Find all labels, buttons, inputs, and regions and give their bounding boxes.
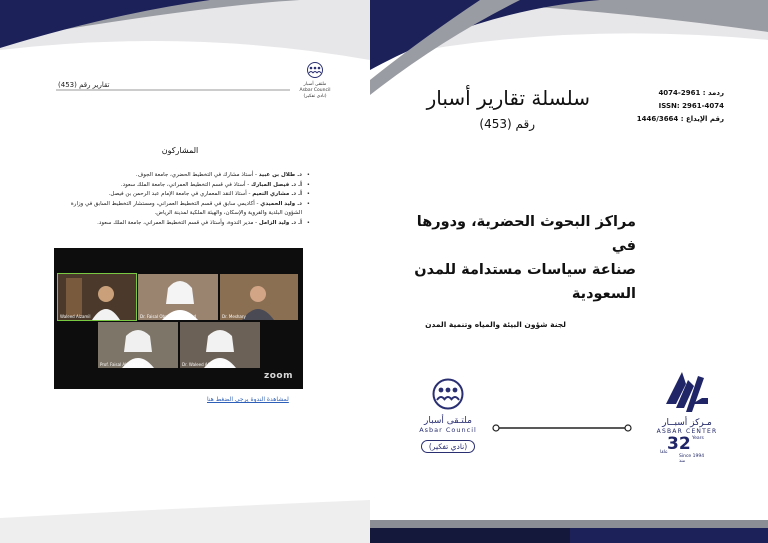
asbar-center-logo — [648, 370, 726, 435]
years-number: 32 — [667, 434, 691, 454]
issn-ar: ردمد : 2961-4074 — [658, 89, 724, 97]
video-tile — [220, 274, 298, 320]
asbar-center-mark-icon — [662, 370, 712, 414]
participant-desc: - أستاذ في قسم التخطيط العمراني، جامعة الملك سعود. — [120, 181, 252, 188]
participant-desc: - أستاذ مشارك في التخطيط الحضري، جامعة الجوف. — [135, 172, 259, 178]
asbar-council-logo — [408, 378, 488, 453]
participant-name: أ. د. وليد الزامل — [258, 219, 302, 226]
participant-tile-name: Waleed Alzamil — [60, 314, 91, 319]
center-name-en: ASBAR CENTER — [656, 428, 718, 435]
report-title-line: مراكز البحوث الحضرية، ودورها في — [416, 214, 636, 254]
participants-title: المشاركون — [161, 146, 199, 155]
zoom-meeting-screenshot[interactable] — [54, 248, 303, 389]
council-name-ar: ملتـقى أسبار — [424, 416, 472, 426]
years-label-ar: عامًا — [660, 450, 668, 455]
council-name-en: Asbar Council — [419, 426, 477, 434]
think-tank-badge: (نادي تفكير) — [421, 440, 475, 453]
years-label-en: Years — [692, 436, 704, 441]
participant-name: أ. د. مشاري النعيم — [252, 191, 302, 197]
publication-codes — [634, 87, 724, 126]
participant-tile-name: Dr. Meshary — [222, 314, 246, 319]
participant-tile-name: Dr. Faisal Obaid Mohammed — [140, 314, 197, 319]
series-title: سلسلة تقارير أسبار — [426, 86, 590, 110]
video-tile — [180, 322, 260, 368]
report-title — [396, 210, 636, 306]
council-people-icon — [305, 62, 325, 78]
anniversary-badge — [660, 434, 711, 464]
list-item — [55, 219, 310, 229]
list-item — [55, 200, 310, 219]
committee-name: لجنة شؤون البيئة والمياه وتنمية المدن — [425, 320, 566, 329]
video-tile — [98, 322, 178, 368]
list-item — [55, 190, 310, 200]
participant-name: د. طلال بن عبيد — [258, 172, 302, 178]
participant-desc: - مدير الندوة، وأستاذ في قسم التخطيط العمراني، جامعة الملك سعود. — [97, 219, 259, 226]
participant-desc: - أكاديمي سابق في قسم التخطيط العمراني، ومستشار التخطيط السابق في وزارة الشؤون البلدية والقروية والإسكان، والهيئة الملكية لمدينة الرياض. — [70, 200, 302, 216]
report-number: رقم (453) — [479, 117, 535, 131]
logo-text-en: Asbar Council — [299, 88, 331, 93]
watch-seminar-link[interactable]: لمشاهدة الندوة يرجى الضغط هنا — [207, 396, 289, 403]
since-year: Since 1994 منذ — [679, 454, 705, 464]
participant-desc: - أستاذ النقد المعماري في جامعة الإمام عبد الرحمن بن فيصل. — [108, 191, 253, 197]
participant-name: أ. د. فيصل المبارك — [251, 181, 302, 188]
report-title-line: صناعة سياسات مستدامة للمدن — [414, 262, 636, 278]
participant-name: د. وليد الحميدي — [260, 200, 302, 207]
video-tile — [58, 274, 136, 320]
video-tile — [138, 274, 218, 320]
issn-en: ISSN: 2961-4074 — [658, 102, 724, 110]
list-item — [55, 181, 310, 191]
logo-text-ar: ملتقى أسبار — [303, 82, 327, 87]
asbar-council-logo-small — [298, 62, 332, 104]
participant-tile-name: Prof. Faisal Almobarak — [100, 362, 145, 367]
council-people-icon — [430, 378, 466, 410]
logo-text-think: (نادي تفكير) — [303, 94, 327, 99]
center-name-ar: مـركز أسبــار — [662, 418, 712, 428]
deposit-number: رقم الإيداع : 1446/3664 — [636, 115, 724, 123]
report-title-line: السعودية — [571, 286, 636, 302]
zoom-logo: zoom — [264, 371, 293, 381]
list-item — [55, 171, 310, 181]
report-number-header: تقارير رقم (453) — [58, 81, 110, 89]
participants-list — [55, 171, 310, 228]
participant-tile-name: Dr. Waleed Alhumaidi — [182, 362, 225, 367]
